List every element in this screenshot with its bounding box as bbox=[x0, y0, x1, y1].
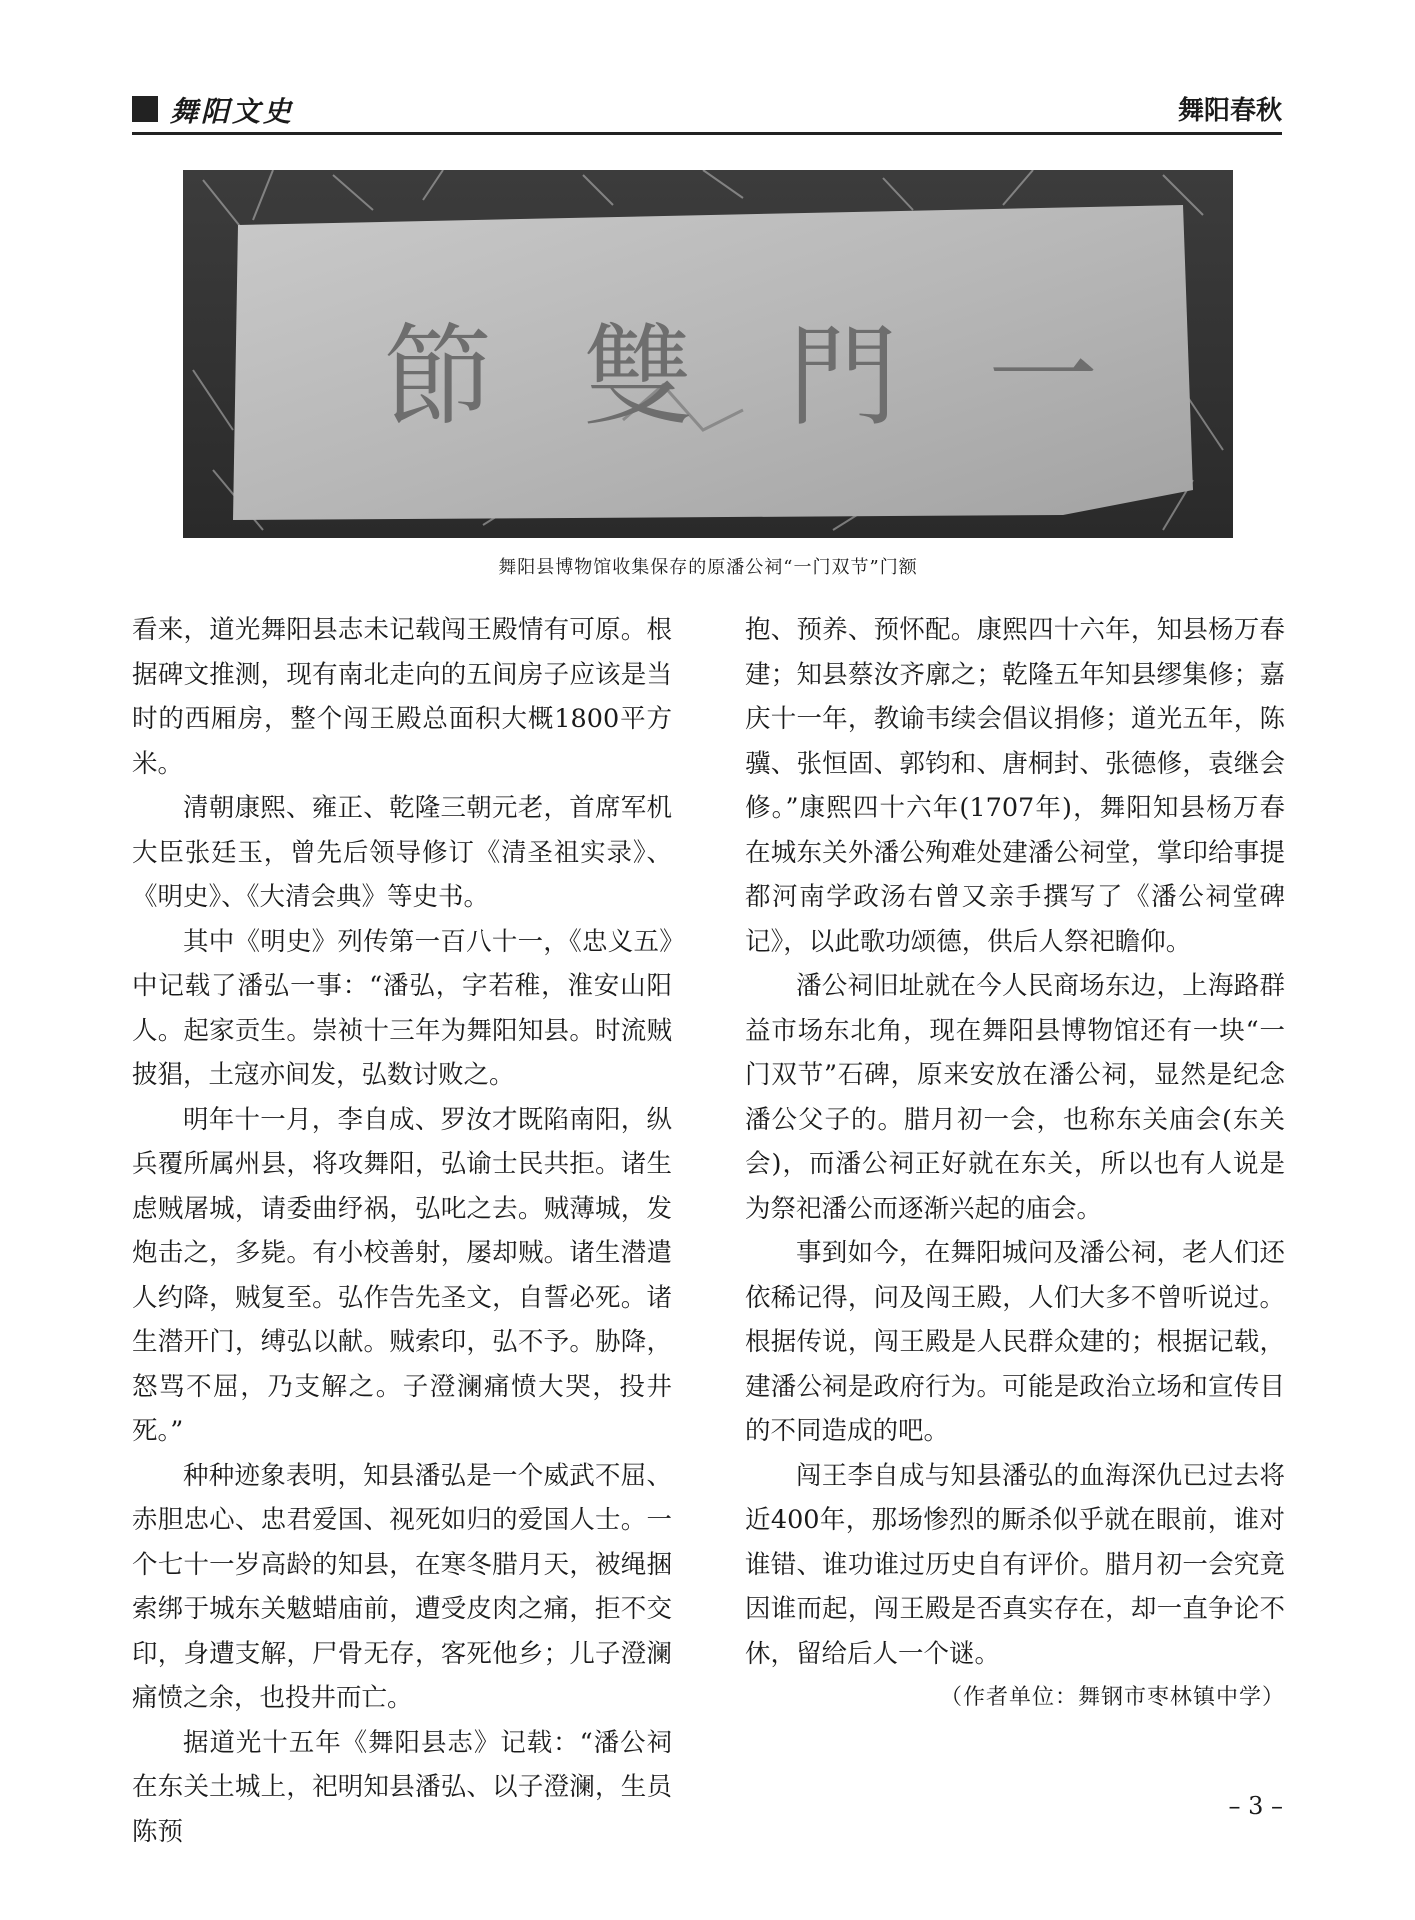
plaque-char: 一 bbox=[988, 313, 1098, 441]
author-affiliation: （作者单位：舞钢市枣林镇中学） bbox=[939, 1685, 1285, 1710]
plaque-photo bbox=[183, 170, 1233, 538]
plaque-char: 門 bbox=[788, 313, 898, 441]
page-header bbox=[132, 90, 1282, 130]
paragraph: 闯王李自成与知县潘弘的血海深仇已过去将近400年，那场惨烈的厮杀似乎就在眼前，谁对谁错、谁功谁过历史自有评价。腊月初一会究竟因谁而起，闯王殿是否真实存在，却一直争论不休，留给后人一个谜。 bbox=[745, 1460, 1285, 1669]
page-number: – 3 – bbox=[1228, 1792, 1283, 1820]
section-title: 舞阳春秋 bbox=[1177, 96, 1282, 126]
journal-title: 舞阳文史 bbox=[170, 95, 295, 128]
paragraph: 潘公祠旧址就在今人民商场东边，上海路群益市场东北角，现在舞阳县博物馆还有一块“一门双节”石碑，原来安放在潘公祠，显然是纪念潘公父子的。腊月初一会，也称东关庙会(东关会)，而潘公祠正好就在东关，所以也有人说是为祭祀潘公而逐渐兴起的庙会。 bbox=[745, 971, 1285, 1224]
header-rule bbox=[132, 132, 1282, 135]
header-square-mark bbox=[132, 96, 158, 122]
plaque-char: 節 bbox=[383, 313, 493, 441]
photo-caption: 舞阳县博物馆收集保存的原潘公祠“一门双节”门额 bbox=[498, 557, 918, 578]
paragraph: 种种迹象表明，知县潘弘是一个威武不屈、赤胆忠心、忠君爱国、视死如归的爱国人士。一个七十一岁高龄的知县，在寒冬腊月天，被绳捆索绑于城东关魃蜡庙前，遭受皮肉之痛，拒不交印，身遭支解，尸骨无存，客死他乡；儿子澄澜痛愤之余，也投井而亡。 bbox=[132, 1460, 672, 1713]
paragraph: 抱、预养、预怀配。康熙四十六年，知县杨万春建；知县蔡汝齐廓之；乾隆五年知县缪集修；嘉庆十一年，教谕韦续会倡议捐修；道光五年，陈骥、张恒固、郭钧和、唐桐封、张德修，袁继会修。”康熙四十六年(1707年)，舞阳知县杨万春在城东关外潘公殉难处建潘公祠堂，掌印给事提都河南学政汤右曾又亲手撰写了《潘公祠堂碑记》，以此歌功颂德，供后人祭祀瞻仰。 bbox=[745, 615, 1285, 957]
paragraph: 事到如今，在舞阳城问及潘公祠，老人们还依稀记得，问及闯王殿，人们大多不曾听说过。根据传说，闯王殿是人民群众建的；根据记载，建潘公祠是政府行为。可能是政治立场和宣传目的不同造成的吧。 bbox=[745, 1238, 1285, 1446]
left-column bbox=[132, 608, 672, 1854]
paragraph: 看来，道光舞阳县志未记载闯王殿情有可原。根据碑文推测，现有南北走向的五间房子应该是当时的西厢房，整个闯王殿总面积大概1800平方米。 bbox=[132, 615, 672, 779]
paragraph: 据道光十五年《舞阳县志》记载：“潘公祠在东关土城上，祀明知县潘弘、以子澄澜，生员陈预 bbox=[132, 1727, 672, 1847]
plaque-char: 雙 bbox=[583, 313, 693, 441]
paragraph: 清朝康熙、雍正、乾隆三朝元老，首席军机大臣张廷玉，曾先后领导修订《清圣祖实录》、《明史》、《大清会典》等史书。 bbox=[132, 793, 672, 912]
right-column bbox=[745, 608, 1285, 1721]
paragraph: 明年十一月，李自成、罗汝才既陷南阳，纵兵覆所属州县，将攻舞阳，弘谕士民共拒。诸生虑贼屠城，请委曲纾祸，弘叱之去。贼薄城，发炮击之，多毙。有小校善射，屡却贼。诸生潜遣人约降，贼复至。弘作告先圣文，自誓必死。诸生潜开门，缚弘以献。贼索印，弘不予。胁降，怒骂不屈，乃支解之。子澄澜痛愤大哭，投井死。” bbox=[132, 1104, 672, 1446]
paragraph: 其中《明史》列传第一百八十一，《忠义五》中记载了潘弘一事：“潘弘，字若稚，淮安山阳人。起家贡生。崇祯十三年为舞阳知县。时流贼披猖，土寇亦间发，弘数讨败之。 bbox=[132, 926, 672, 1090]
